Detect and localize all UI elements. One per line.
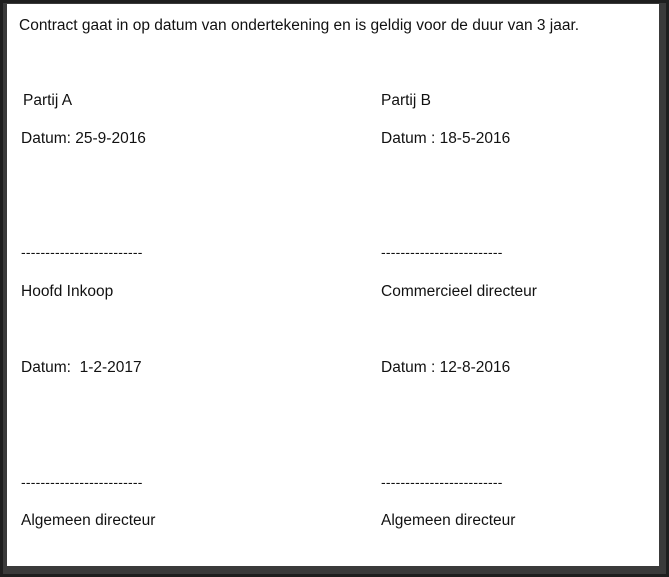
party-b-signature-line-1: ------------------------- [381,244,503,260]
party-a-date-1: Datum: 25-9-2016 [21,130,146,147]
party-b-label: Partij B [381,92,431,109]
party-b-role-1: Commercieel directeur [381,283,537,300]
party-a-role-2: Algemeen directeur [21,512,156,529]
party-b-role-2: Algemeen directeur [381,512,516,529]
party-a-role-1: Hoofd Inkoop [21,283,114,300]
party-a-signature-line-2: ------------------------- [21,474,143,490]
party-b-date-1: Datum : 18-5-2016 [381,130,511,147]
document-page [7,4,659,566]
party-a-label: Partij A [23,92,73,109]
party-b-date-2: Datum : 12-8-2016 [381,359,511,376]
party-a-date-2: Datum: 1-2-2017 [21,359,142,376]
party-b-signature-line-2: ------------------------- [381,474,503,490]
party-a-signature-line-1: ------------------------- [21,244,143,260]
contract-intro: Contract gaat in op datum van ondertekening en is geldig voor de duur van 3 jaar. [19,17,580,34]
